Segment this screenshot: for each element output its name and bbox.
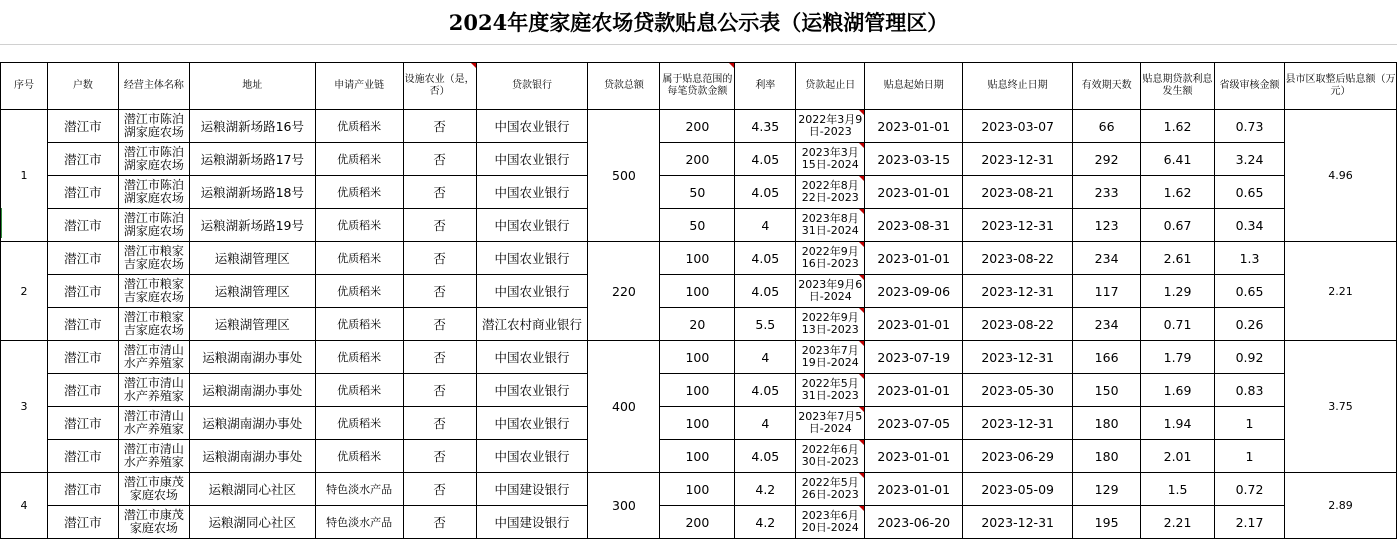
loan-amount-cell: 50 <box>660 176 735 209</box>
loan-total-cell: 220 <box>588 242 660 341</box>
subsidy-end-cell: 2023-12-31 <box>963 506 1073 539</box>
subsidy-start-cell: 2023-01-01 <box>865 374 963 407</box>
table-row <box>1 506 1397 539</box>
provincial-amount-cell: 3.24 <box>1215 143 1285 176</box>
loan-amount-cell: 50 <box>660 209 735 242</box>
provincial-amount-cell: 0.26 <box>1215 308 1285 341</box>
seq-cell: 3 <box>1 341 48 473</box>
subsidy-end-cell: 2023-08-22 <box>963 242 1073 275</box>
address-cell: 运粮湖管理区 <box>189 275 315 308</box>
loan-term-cell: 2023年6月20日-2024 <box>796 506 865 539</box>
entity-name-cell: 潜江市粮家吉家庭农场 <box>118 308 189 341</box>
provincial-amount-cell: 1 <box>1215 440 1285 473</box>
provincial-amount-cell: 1 <box>1215 407 1285 440</box>
loan-amount-cell: 200 <box>660 110 735 143</box>
household-cell: 潜江市 <box>47 506 118 539</box>
industry-cell: 特色淡水产品 <box>315 473 403 506</box>
table-row <box>1 176 1397 209</box>
subsidy-start-cell: 2023-01-01 <box>865 473 963 506</box>
final-subsidy-cell: 3.75 <box>1284 341 1396 473</box>
days-cell: 195 <box>1073 506 1141 539</box>
subsidy-start-cell: 2023-01-01 <box>865 176 963 209</box>
rate-cell: 4.05 <box>735 242 796 275</box>
industry-cell: 优质稻米 <box>315 407 403 440</box>
facility-cell: 否 <box>403 506 476 539</box>
days-cell: 180 <box>1073 440 1141 473</box>
bank-cell: 中国农业银行 <box>476 209 588 242</box>
interest-cell: 1.5 <box>1141 473 1215 506</box>
household-cell: 潜江市 <box>47 473 118 506</box>
industry-cell: 优质稻米 <box>315 209 403 242</box>
household-cell: 潜江市 <box>47 242 118 275</box>
loan-term-cell: 2022年5月26日-2023 <box>796 473 865 506</box>
rate-cell: 4 <box>735 407 796 440</box>
subsidy-end-cell: 2023-12-31 <box>963 275 1073 308</box>
household-cell: 潜江市 <box>47 275 118 308</box>
bank-cell: 中国农业银行 <box>476 143 588 176</box>
entity-name-cell: 潜江市康茂家庭农场 <box>118 506 189 539</box>
rate-cell: 4.05 <box>735 143 796 176</box>
subsidy-end-cell: 2023-12-31 <box>963 407 1073 440</box>
subsidy-start-cell: 2023-07-19 <box>865 341 963 374</box>
household-cell: 潜江市 <box>47 209 118 242</box>
facility-cell: 否 <box>403 473 476 506</box>
column-header: 地址 <box>189 63 315 110</box>
column-header: 经营主体名称 <box>118 63 189 110</box>
address-cell: 运粮湖同心社区 <box>189 506 315 539</box>
subsidy-end-cell: 2023-12-31 <box>963 143 1073 176</box>
subsidy-start-cell: 2023-03-15 <box>865 143 963 176</box>
address-cell: 运粮湖南湖办事处 <box>189 407 315 440</box>
household-cell: 潜江市 <box>47 407 118 440</box>
industry-cell: 优质稻米 <box>315 275 403 308</box>
industry-cell: 优质稻米 <box>315 440 403 473</box>
loan-total-cell: 500 <box>588 110 660 242</box>
column-header: 有效期天数 <box>1073 63 1141 110</box>
rate-cell: 5.5 <box>735 308 796 341</box>
subsidy-table <box>0 62 1397 539</box>
entity-name-cell: 潜江市清山水产养殖家 <box>118 407 189 440</box>
household-cell: 潜江市 <box>47 374 118 407</box>
interest-cell: 2.21 <box>1141 506 1215 539</box>
rate-cell: 4.05 <box>735 374 796 407</box>
address-cell: 运粮湖新场路19号 <box>189 209 315 242</box>
loan-term-cell: 2022年8月22日-2023 <box>796 176 865 209</box>
column-header: 利率 <box>735 63 796 110</box>
household-cell: 潜江市 <box>47 110 118 143</box>
provincial-amount-cell: 0.65 <box>1215 176 1285 209</box>
industry-cell: 特色淡水产品 <box>315 506 403 539</box>
table-row <box>1 110 1397 143</box>
rate-cell: 4.05 <box>735 275 796 308</box>
column-header: 户数 <box>47 63 118 110</box>
facility-cell: 否 <box>403 209 476 242</box>
interest-cell: 0.71 <box>1141 308 1215 341</box>
interest-cell: 6.41 <box>1141 143 1215 176</box>
rate-cell: 4.05 <box>735 176 796 209</box>
rate-cell: 4.2 <box>735 473 796 506</box>
column-header: 贴息起始日期 <box>865 63 963 110</box>
address-cell: 运粮湖南湖办事处 <box>189 341 315 374</box>
days-cell: 129 <box>1073 473 1141 506</box>
industry-cell: 优质稻米 <box>315 110 403 143</box>
address-cell: 运粮湖新场路16号 <box>189 110 315 143</box>
column-header: 省级审核金额 <box>1215 63 1285 110</box>
final-subsidy-cell: 4.96 <box>1284 110 1396 242</box>
column-header: 贴息终止日期 <box>963 63 1073 110</box>
entity-name-cell: 潜江市陈泊湖家庭农场 <box>118 176 189 209</box>
address-cell: 运粮湖南湖办事处 <box>189 374 315 407</box>
subsidy-end-cell: 2023-12-31 <box>963 341 1073 374</box>
loan-amount-cell: 100 <box>660 440 735 473</box>
address-cell: 运粮湖南湖办事处 <box>189 440 315 473</box>
days-cell: 234 <box>1073 308 1141 341</box>
facility-cell: 否 <box>403 143 476 176</box>
column-header: 设施农业（是，否） <box>403 63 476 110</box>
bank-cell: 中国农业银行 <box>476 110 588 143</box>
interest-cell: 1.62 <box>1141 176 1215 209</box>
interest-cell: 1.94 <box>1141 407 1215 440</box>
subsidy-end-cell: 2023-05-09 <box>963 473 1073 506</box>
bank-cell: 中国农业银行 <box>476 341 588 374</box>
provincial-amount-cell: 0.73 <box>1215 110 1285 143</box>
column-header: 属于贴息范围的每笔贷款金额 <box>660 63 735 110</box>
industry-cell: 优质稻米 <box>315 176 403 209</box>
days-cell: 123 <box>1073 209 1141 242</box>
industry-cell: 优质稻米 <box>315 242 403 275</box>
subsidy-start-cell: 2023-06-20 <box>865 506 963 539</box>
facility-cell: 否 <box>403 440 476 473</box>
final-subsidy-cell: 2.21 <box>1284 242 1396 341</box>
industry-cell: 优质稻米 <box>315 308 403 341</box>
address-cell: 运粮湖新场路18号 <box>189 176 315 209</box>
entity-name-cell: 潜江市清山水产养殖家 <box>118 374 189 407</box>
bank-cell: 中国农业银行 <box>476 275 588 308</box>
page-title: 2024年度家庭农场贷款贴息公示表（运粮湖管理区） <box>0 0 1397 45</box>
entity-name-cell: 潜江市粮家吉家庭农场 <box>118 275 189 308</box>
facility-cell: 否 <box>403 275 476 308</box>
entity-name-cell: 潜江市陈泊湖家庭农场 <box>118 110 189 143</box>
bank-cell: 中国建设银行 <box>476 506 588 539</box>
loan-amount-cell: 100 <box>660 275 735 308</box>
provincial-amount-cell: 0.83 <box>1215 374 1285 407</box>
days-cell: 66 <box>1073 110 1141 143</box>
industry-cell: 优质稻米 <box>315 143 403 176</box>
interest-cell: 1.69 <box>1141 374 1215 407</box>
entity-name-cell: 潜江市清山水产养殖家 <box>118 341 189 374</box>
loan-amount-cell: 100 <box>660 473 735 506</box>
subsidy-start-cell: 2023-09-06 <box>865 275 963 308</box>
provincial-amount-cell: 1.3 <box>1215 242 1285 275</box>
address-cell: 运粮湖同心社区 <box>189 473 315 506</box>
subsidy-end-cell: 2023-12-31 <box>963 209 1073 242</box>
provincial-amount-cell: 0.92 <box>1215 341 1285 374</box>
final-subsidy-cell: 2.89 <box>1284 473 1396 539</box>
rate-cell: 4.05 <box>735 440 796 473</box>
column-header: 县市区取整后贴息额（万元） <box>1284 63 1396 110</box>
loan-amount-cell: 100 <box>660 374 735 407</box>
facility-cell: 否 <box>403 110 476 143</box>
days-cell: 150 <box>1073 374 1141 407</box>
loan-term-cell: 2022年9月16日-2023 <box>796 242 865 275</box>
table-row <box>1 242 1397 275</box>
seq-cell: 4 <box>1 473 48 539</box>
subsidy-start-cell: 2023-07-05 <box>865 407 963 440</box>
household-cell: 潜江市 <box>47 440 118 473</box>
loan-amount-cell: 200 <box>660 506 735 539</box>
subsidy-end-cell: 2023-08-22 <box>963 308 1073 341</box>
address-cell: 运粮湖管理区 <box>189 308 315 341</box>
subsidy-end-cell: 2023-03-07 <box>963 110 1073 143</box>
subsidy-start-cell: 2023-01-01 <box>865 440 963 473</box>
facility-cell: 否 <box>403 308 476 341</box>
rate-cell: 4.35 <box>735 110 796 143</box>
loan-term-cell: 2023年7月19日-2024 <box>796 341 865 374</box>
days-cell: 234 <box>1073 242 1141 275</box>
subsidy-end-cell: 2023-06-29 <box>963 440 1073 473</box>
column-header: 贷款起止日 <box>796 63 865 110</box>
days-cell: 292 <box>1073 143 1141 176</box>
table-row <box>1 275 1397 308</box>
seq-cell: 1 <box>1 110 48 242</box>
loan-term-cell: 2022年9月13日-2023 <box>796 308 865 341</box>
loan-term-cell: 2022年3月9日-2023 <box>796 110 865 143</box>
subsidy-start-cell: 2023-01-01 <box>865 110 963 143</box>
table-row <box>1 374 1397 407</box>
loan-amount-cell: 100 <box>660 242 735 275</box>
loan-term-cell: 2023年9月6日-2024 <box>796 275 865 308</box>
household-cell: 潜江市 <box>47 308 118 341</box>
bank-cell: 中国农业银行 <box>476 407 588 440</box>
table-row <box>1 407 1397 440</box>
provincial-amount-cell: 0.65 <box>1215 275 1285 308</box>
interest-cell: 1.62 <box>1141 110 1215 143</box>
loan-term-cell: 2023年8月31日-2024 <box>796 209 865 242</box>
facility-cell: 否 <box>403 341 476 374</box>
bank-cell: 中国农业银行 <box>476 242 588 275</box>
loan-term-cell: 2023年3月15日-2024 <box>796 143 865 176</box>
bank-cell: 中国农业银行 <box>476 440 588 473</box>
rate-cell: 4 <box>735 209 796 242</box>
table-row <box>1 143 1397 176</box>
provincial-amount-cell: 0.34 <box>1215 209 1285 242</box>
column-header: 贴息期贷款利息发生额 <box>1141 63 1215 110</box>
days-cell: 166 <box>1073 341 1141 374</box>
entity-name-cell: 潜江市清山水产养殖家 <box>118 440 189 473</box>
loan-term-cell: 2022年5月31日-2023 <box>796 374 865 407</box>
bank-cell: 中国农业银行 <box>476 176 588 209</box>
household-cell: 潜江市 <box>47 143 118 176</box>
industry-cell: 优质稻米 <box>315 374 403 407</box>
table-row <box>1 473 1397 506</box>
subsidy-start-cell: 2023-08-31 <box>865 209 963 242</box>
table-row <box>1 308 1397 341</box>
table-row <box>1 440 1397 473</box>
facility-cell: 否 <box>403 242 476 275</box>
bank-cell: 中国建设银行 <box>476 473 588 506</box>
interest-cell: 1.29 <box>1141 275 1215 308</box>
bank-cell: 中国农业银行 <box>476 374 588 407</box>
loan-term-cell: 2023年7月5日-2024 <box>796 407 865 440</box>
rate-cell: 4.2 <box>735 506 796 539</box>
column-header: 序号 <box>1 63 48 110</box>
spacer-row <box>0 44 1397 62</box>
subsidy-start-cell: 2023-01-01 <box>865 308 963 341</box>
interest-cell: 0.67 <box>1141 209 1215 242</box>
subsidy-start-cell: 2023-01-01 <box>865 242 963 275</box>
address-cell: 运粮湖管理区 <box>189 242 315 275</box>
header-row <box>1 63 1397 110</box>
entity-name-cell: 潜江市陈泊湖家庭农场 <box>118 209 189 242</box>
loan-total-cell: 300 <box>588 473 660 539</box>
column-header: 贷款总额 <box>588 63 660 110</box>
table-row <box>1 341 1397 374</box>
interest-cell: 2.01 <box>1141 440 1215 473</box>
days-cell: 180 <box>1073 407 1141 440</box>
industry-cell: 优质稻米 <box>315 341 403 374</box>
interest-cell: 2.61 <box>1141 242 1215 275</box>
days-cell: 233 <box>1073 176 1141 209</box>
loan-amount-cell: 100 <box>660 407 735 440</box>
address-cell: 运粮湖新场路17号 <box>189 143 315 176</box>
table-row <box>1 209 1397 242</box>
loan-amount-cell: 200 <box>660 143 735 176</box>
facility-cell: 否 <box>403 407 476 440</box>
rate-cell: 4 <box>735 341 796 374</box>
entity-name-cell: 潜江市康茂家庭农场 <box>118 473 189 506</box>
days-cell: 117 <box>1073 275 1141 308</box>
facility-cell: 否 <box>403 374 476 407</box>
loan-amount-cell: 20 <box>660 308 735 341</box>
subsidy-end-cell: 2023-05-30 <box>963 374 1073 407</box>
provincial-amount-cell: 2.17 <box>1215 506 1285 539</box>
household-cell: 潜江市 <box>47 341 118 374</box>
entity-name-cell: 潜江市粮家吉家庭农场 <box>118 242 189 275</box>
provincial-amount-cell: 0.72 <box>1215 473 1285 506</box>
column-header: 贷款银行 <box>476 63 588 110</box>
interest-cell: 1.79 <box>1141 341 1215 374</box>
column-header: 申请产业链 <box>315 63 403 110</box>
subsidy-end-cell: 2023-08-21 <box>963 176 1073 209</box>
household-cell: 潜江市 <box>47 176 118 209</box>
entity-name-cell: 潜江市陈泊湖家庭农场 <box>118 143 189 176</box>
loan-amount-cell: 100 <box>660 341 735 374</box>
loan-total-cell: 400 <box>588 341 660 473</box>
loan-term-cell: 2022年6月30日-2023 <box>796 440 865 473</box>
seq-cell: 2 <box>1 242 48 341</box>
bank-cell: 潜江农村商业银行 <box>476 308 588 341</box>
facility-cell: 否 <box>403 176 476 209</box>
